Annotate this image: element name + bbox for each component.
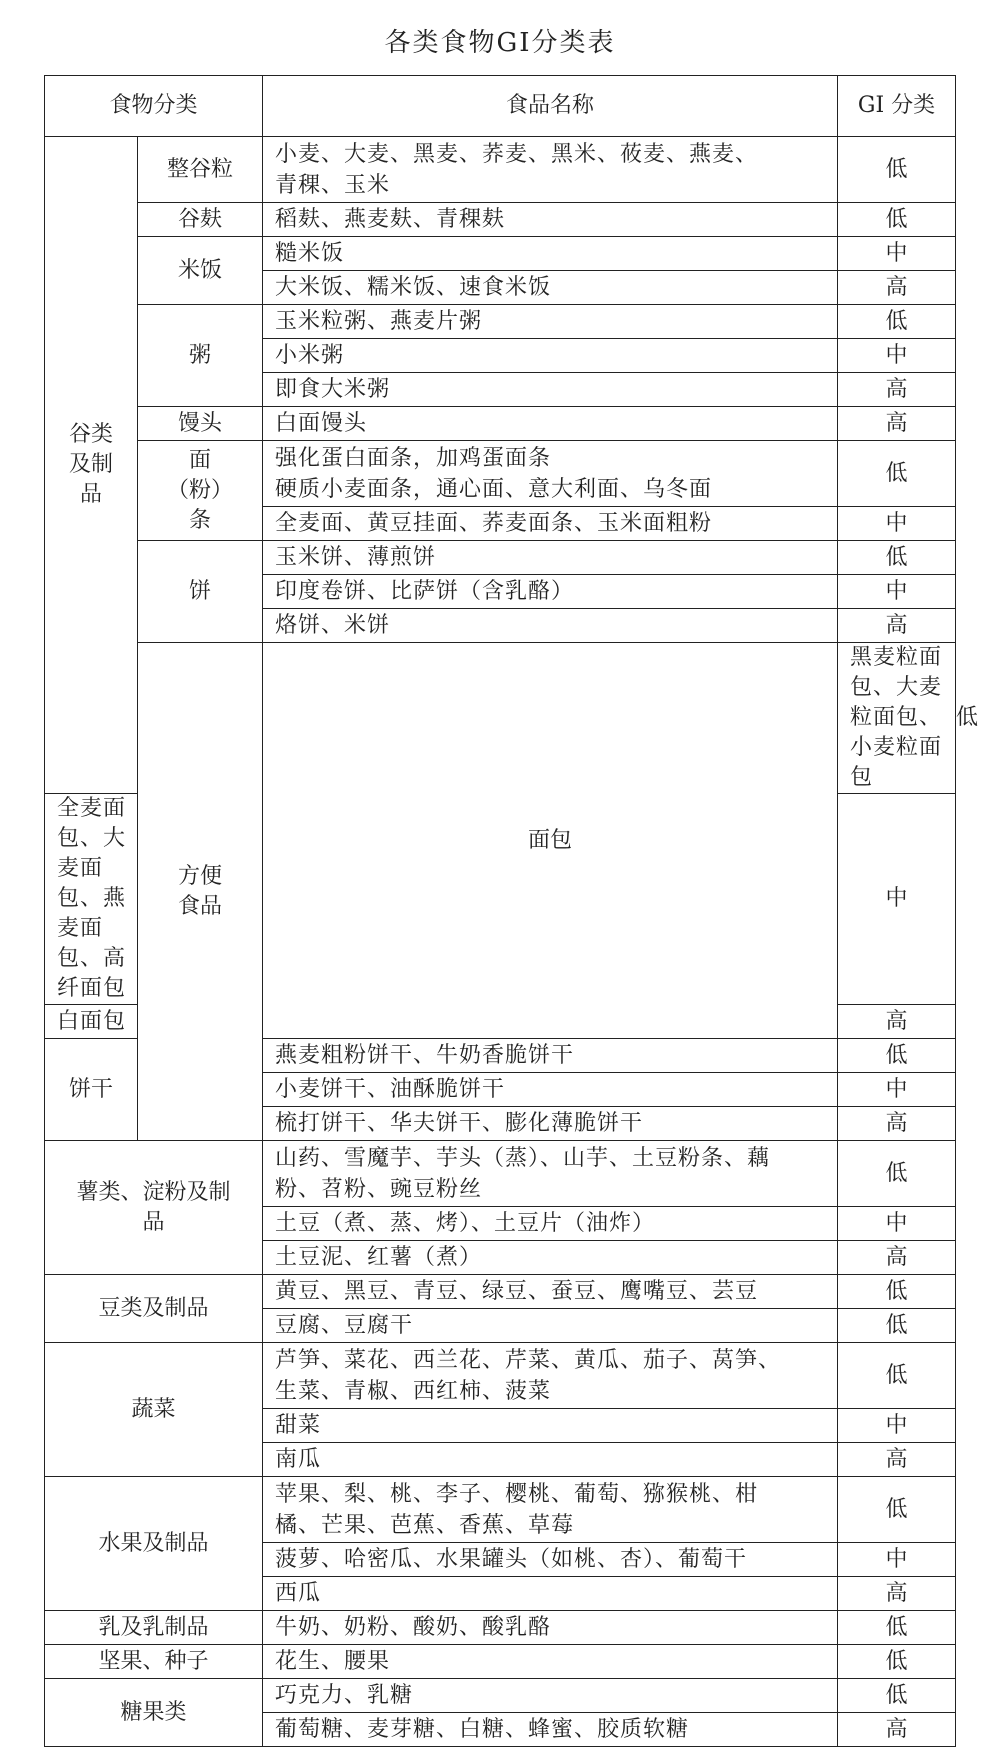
food-cell bbox=[263, 137, 838, 203]
table-row: 方便 食品 面包 黑麦粒面包、大麦粒面包、小麦粒面包 低 bbox=[45, 643, 956, 794]
text-line: 山药、雪魔芋、芋头（蒸）、山芋、土豆粉条、藕 bbox=[275, 1145, 771, 1171]
food-cell: 燕麦粗粉饼干、牛奶香脆饼干 bbox=[263, 1039, 838, 1073]
category-cell: 坚果、种子 bbox=[45, 1645, 263, 1679]
food-cell bbox=[263, 1141, 838, 1207]
gi-cell: 低 bbox=[838, 541, 956, 575]
header-category: 食物分类 bbox=[45, 76, 263, 137]
gi-cell: 低 bbox=[838, 441, 956, 507]
food-cell: 大米饭、糯米饭、速食米饭 bbox=[263, 271, 838, 305]
gi-cell: 中 bbox=[838, 575, 956, 609]
header-gi: GI 分类 bbox=[838, 76, 956, 137]
text-line: 方便 bbox=[178, 863, 223, 889]
food-cell: 白面包 bbox=[45, 1005, 138, 1039]
food-cell: 玉米饼、薄煎饼 bbox=[263, 541, 838, 575]
food-cell: 花生、腰果 bbox=[263, 1645, 838, 1679]
food-cell: 稻麸、燕麦麸、青稞麸 bbox=[263, 203, 838, 237]
food-cell: 牛奶、奶粉、酸奶、酸乳酪 bbox=[263, 1611, 838, 1645]
text-line: 芦笋、菜花、西兰花、芹菜、黄瓜、茄子、莴笋、 bbox=[275, 1347, 782, 1373]
text-line: 生菜、青椒、西红柿、菠菜 bbox=[275, 1378, 552, 1404]
text-line: 品 bbox=[142, 1209, 165, 1235]
gi-cell: 高 bbox=[838, 407, 956, 441]
gi-cell: 低 bbox=[838, 1679, 956, 1713]
table-row bbox=[45, 441, 956, 507]
category-cell bbox=[45, 137, 138, 794]
gi-cell: 低 bbox=[838, 1141, 956, 1207]
category-cell bbox=[45, 1141, 263, 1275]
gi-cell: 中 bbox=[838, 1073, 956, 1107]
category-cell bbox=[138, 643, 263, 1141]
gi-cell: 中 bbox=[838, 794, 956, 1005]
food-cell: 印度卷饼、比萨饼（含乳酪） bbox=[263, 575, 838, 609]
food-cell: 菠萝、哈密瓜、水果罐头（如桃、杏）、葡萄干 bbox=[263, 1543, 838, 1577]
table-row bbox=[45, 237, 956, 271]
table-header-row bbox=[45, 76, 956, 137]
food-cell bbox=[263, 1477, 838, 1543]
text-line: 强化蛋白面条，加鸡蛋面条 bbox=[275, 445, 552, 471]
text-line: 硬质小麦面条，通心面、意大利面、乌冬面 bbox=[275, 476, 713, 502]
text-line: 薯类、淀粉及制 bbox=[76, 1179, 231, 1205]
text-line: 青稞、玉米 bbox=[275, 172, 391, 198]
gi-cell: 低 bbox=[838, 137, 956, 203]
gi-cell: 低 bbox=[838, 1477, 956, 1543]
text-line: 谷类 bbox=[68, 422, 113, 447]
gi-cell: 高 bbox=[838, 373, 956, 407]
table-row bbox=[45, 1611, 956, 1645]
gi-cell: 低 bbox=[838, 1309, 956, 1343]
food-cell: 白面馒头 bbox=[263, 407, 838, 441]
gi-cell: 中 bbox=[838, 237, 956, 271]
gi-cell: 低 bbox=[838, 1039, 956, 1073]
gi-cell: 高 bbox=[838, 1713, 956, 1747]
text-line: 橘、芒果、芭蕉、香蕉、草莓 bbox=[275, 1512, 575, 1538]
food-cell: 黑麦粒面包、大麦粒面包、小麦粒面包 bbox=[838, 643, 956, 794]
text-line: （粉） bbox=[167, 477, 234, 503]
text-line: 品 bbox=[79, 482, 102, 507]
subcategory-cell: 米饭 bbox=[138, 237, 263, 305]
gi-cell: 中 bbox=[838, 507, 956, 541]
food-cell: 即食大米粥 bbox=[263, 373, 838, 407]
gi-cell: 高 bbox=[838, 1241, 956, 1275]
table-row bbox=[45, 407, 956, 441]
gi-cell: 高 bbox=[838, 271, 956, 305]
food-cell: 小米粥 bbox=[263, 339, 838, 373]
table-row bbox=[45, 137, 956, 203]
gi-classification-table bbox=[44, 75, 979, 1747]
gi-cell: 低 bbox=[838, 1645, 956, 1679]
table-row bbox=[45, 1343, 956, 1409]
category-cell: 乳及乳制品 bbox=[45, 1611, 263, 1645]
food-cell: 西瓜 bbox=[263, 1577, 838, 1611]
gi-cell: 中 bbox=[838, 1543, 956, 1577]
gi-cell: 中 bbox=[838, 1207, 956, 1241]
table-row bbox=[45, 1275, 956, 1309]
subcategory-cell: 馒头 bbox=[138, 407, 263, 441]
food-cell bbox=[263, 1343, 838, 1409]
gi-cell: 中 bbox=[838, 339, 956, 373]
text-line: 食品 bbox=[178, 893, 223, 919]
gi-cell: 高 bbox=[838, 1443, 956, 1477]
text-line: 面 bbox=[189, 447, 212, 473]
food-cell: 土豆泥、红薯（煮） bbox=[263, 1241, 838, 1275]
gi-cell: 高 bbox=[838, 1005, 956, 1039]
food-cell: 小麦饼干、油酥脆饼干 bbox=[263, 1073, 838, 1107]
subcategory-cell: 面包 bbox=[263, 643, 838, 1039]
food-cell: 糙米饭 bbox=[263, 237, 838, 271]
gi-cell: 中 bbox=[838, 1409, 956, 1443]
gi-cell: 低 bbox=[838, 203, 956, 237]
text-line: 条 bbox=[189, 507, 212, 533]
food-cell: 葡萄糖、麦芽糖、白糖、蜂蜜、胶质软糖 bbox=[263, 1713, 838, 1747]
food-cell: 玉米粒粥、燕麦片粥 bbox=[263, 305, 838, 339]
subcategory-cell: 整谷粒 bbox=[138, 137, 263, 203]
table-row bbox=[45, 1477, 956, 1543]
food-cell: 全麦面、黄豆挂面、荞麦面条、玉米面粗粉 bbox=[263, 507, 838, 541]
text-line: 粉、苕粉、豌豆粉丝 bbox=[275, 1176, 483, 1202]
table-row bbox=[45, 1141, 956, 1207]
gi-cell: 低 bbox=[838, 1343, 956, 1409]
food-cell: 梳打饼干、华夫饼干、膨化薄脆饼干 bbox=[263, 1107, 838, 1141]
subcategory-cell: 饼 bbox=[138, 541, 263, 643]
food-cell: 全麦面包、大麦面包、燕麦面包、高纤面包 bbox=[45, 794, 138, 1005]
gi-cell: 高 bbox=[838, 609, 956, 643]
text-line: 苹果、梨、桃、李子、樱桃、葡萄、猕猴桃、柑 bbox=[275, 1481, 759, 1507]
gi-cell: 高 bbox=[838, 1107, 956, 1141]
food-cell: 甜菜 bbox=[263, 1409, 838, 1443]
page-title: 各类食物GI分类表 bbox=[384, 28, 616, 58]
subcategory-cell: 谷麸 bbox=[138, 203, 263, 237]
subcategory-cell bbox=[138, 441, 263, 541]
category-cell: 水果及制品 bbox=[45, 1477, 263, 1611]
category-cell: 蔬菜 bbox=[45, 1343, 263, 1477]
table-row bbox=[45, 541, 956, 575]
food-cell bbox=[263, 441, 838, 507]
gi-cell: 低 bbox=[838, 305, 956, 339]
gi-cell: 高 bbox=[838, 1577, 956, 1611]
table-row bbox=[45, 1679, 956, 1713]
text-line: 及制 bbox=[68, 452, 113, 477]
food-cell: 巧克力、乳糖 bbox=[263, 1679, 838, 1713]
table-row bbox=[45, 305, 956, 339]
subcategory-cell: 粥 bbox=[138, 305, 263, 407]
food-cell: 土豆（煮、蒸、烤）、土豆片（油炸） bbox=[263, 1207, 838, 1241]
food-cell: 豆腐、豆腐干 bbox=[263, 1309, 838, 1343]
header-food: 食品名称 bbox=[263, 76, 838, 137]
gi-cell: 低 bbox=[838, 1275, 956, 1309]
food-cell: 烙饼、米饼 bbox=[263, 609, 838, 643]
text-line: 小麦、大麦、黑麦、荞麦、黑米、莜麦、燕麦、 bbox=[275, 141, 759, 167]
food-cell: 南瓜 bbox=[263, 1443, 838, 1477]
category-cell: 糖果类 bbox=[45, 1679, 263, 1747]
food-cell: 黄豆、黑豆、青豆、绿豆、蚕豆、鹰嘴豆、芸豆 bbox=[263, 1275, 838, 1309]
table-row bbox=[45, 1645, 956, 1679]
table-row bbox=[45, 203, 956, 237]
gi-cell: 低 bbox=[838, 1611, 956, 1645]
category-cell: 豆类及制品 bbox=[45, 1275, 263, 1343]
subcategory-cell: 饼干 bbox=[45, 1039, 138, 1141]
